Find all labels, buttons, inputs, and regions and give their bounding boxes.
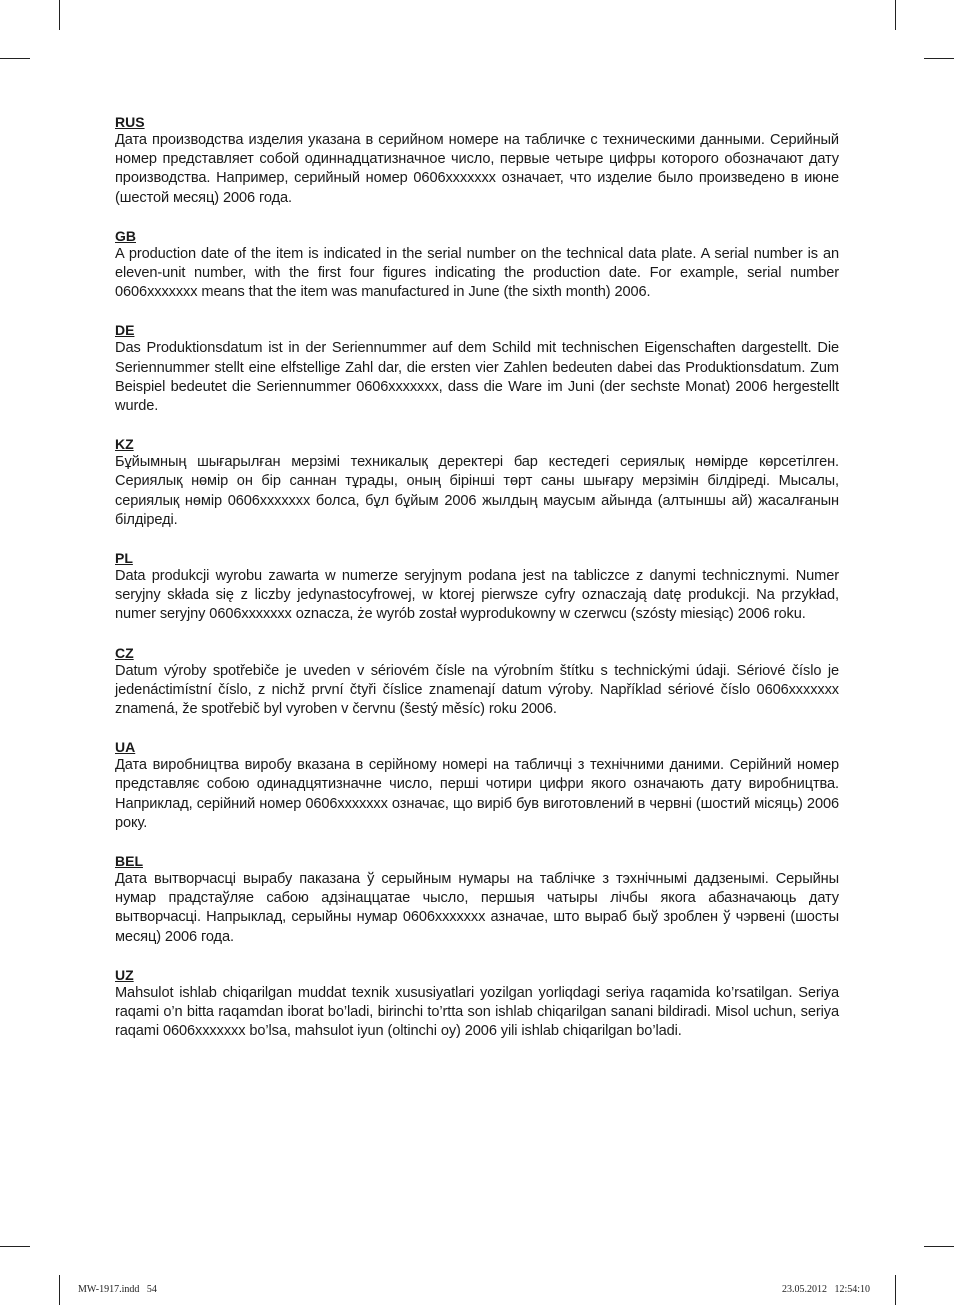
section-text: Data produkcji wyrobu zawarta w numerze seryjnym podana jest na tabliczce z danymi technicznymi. Numer seryjny składa się z liczby jedynastocyfrowej, w ktorej pierwsze cyfry oznaczają datę produkcji. Na przykład, numer seryjny 0606xxxxxxx oznacza, że wyrób został wyprodukowny w czerwcu (szósty miesiąc) 2006 roku.: [115, 568, 839, 623]
section-text: Datum výroby spotřebiče je uveden v sériovém čísle na výrobním štítku s technickými údaji. Sériové číslo je jedenáctimístní číslo, z nichž první čtyři číslice znamenají datum výroby. Například sériové číslo 0606xxxxxxx znamená, že spotřebič byl vyroben v červnu (šestý měsíc) roku 2006.: [115, 662, 839, 718]
language-code: CZ: [115, 644, 134, 661]
section-bel: [115, 852, 839, 947]
crop-mark: [59, 0, 60, 30]
section-de: [115, 321, 839, 416]
crop-mark: [895, 0, 896, 30]
crop-mark: [59, 1275, 60, 1305]
language-code: KZ: [115, 436, 134, 453]
section-pl: [115, 549, 839, 625]
crop-mark: [0, 1246, 30, 1247]
language-code: GB: [115, 227, 136, 244]
section-text: Das Produktionsdatum ist in der Seriennummer auf dem Schild mit technischen Eigenschaften dargestellt. Die Seriennummer stellt eine elfstellige Zahl dar, die ersten vier Zahlen bedeuten dabei das Produktionsdatum. Zum Beispiel bedeutet die Seriennummer 0606xxxxxxx, dass die Ware im Juni (der sechste Monat) 2006 hergestellt wurde.: [115, 340, 839, 415]
crop-mark: [924, 1246, 954, 1247]
language-code: BEL: [115, 853, 143, 870]
document-body: [115, 113, 839, 1061]
section-text: Дата производства изделия указана в серийном номере на табличке с техническими данными. Серийный номер представляет собой одиннадцатизначное число, первые четыре цифры которого обозначают дату производства. Например, серийный номер 0606xxxxxxx означает, что изделие было произведено в июне (шестой месяц) 2006 года.: [115, 132, 839, 206]
section-text: A production date of the item is indicated in the serial number on the technical data plate. A serial number is an eleven-unit number, with the first four figures indicating the production date. For example, serial number 0606xxxxxxx means that the item was manufactured in June (the sixth month) 2006.: [115, 245, 839, 301]
section-uz: [115, 966, 839, 1042]
crop-mark: [0, 58, 30, 59]
section-text: Mahsulot ishlab chiqarilgan muddat texnik xususiyatlari yozilgan yorliqdagi seriya raqamida ko’rsatilgan. Seriya raqami o’n bitta raqamdan iborat bo’ladi, birinchi to’rtta son ishlab chiqarilgan sanani bildiradi. Misol uchun, seriya raqami 0606xxxxxxx bo’lsa, mahsulot iyun (oltinchi oy) 2006 yili ishlab chiqarilgan bo’ladi.: [115, 984, 839, 1040]
language-code: UZ: [115, 966, 134, 983]
section-rus: [115, 113, 839, 208]
section-text: Дата вытворчасці вырабу паказана ў серыйным нумары на таблічке з тэхнічнымі дадзенымі. Серыйны нумар прадстаўляе сабою адзінаццатае чысло, першыя чатыры лічбы якога абазначаюць дату вытворчасці. Напрыклад, серыйны нумар 0606xxxxxxx азначае, што выраб быў зроблен ў чэрвені (шосты месяц) 2006 года.: [115, 871, 839, 945]
section-kz: [115, 435, 839, 530]
language-code: PL: [115, 550, 133, 567]
language-code: RUS: [115, 114, 145, 130]
language-code: UA: [115, 739, 136, 756]
section-ua: [115, 738, 839, 833]
crop-mark: [895, 1275, 896, 1305]
section-cz: [115, 644, 839, 720]
section-text: Бұйымның шығарылған мерзімі техникалық деректері бар кестедегі сериялық нөмірде көрсетілген. Сериялық нөмір он бір саннан тұрады, оның бірінші төрт саны шығару мерзімін білдіреді. Мысалы, сериялық нөмір 0606xxxxxxx болса, бұл бұйым 2006 жылдың маусым айында (алтыншы ай) жасалғанын білдіреді.: [115, 454, 839, 528]
footer-filename: MW-1917.indd 54: [78, 1284, 157, 1295]
language-code: DE: [115, 322, 135, 339]
footer-timestamp: 23.05.2012 12:54:10: [781, 1284, 870, 1295]
section-gb: [115, 227, 839, 303]
section-text: Дата виробництва виробу вказана в серійному номері на табличці з технічними даними. Серійний номер представляє собою одинадцятизначне число, перші чотири цифри якого означають дату виробництва. Наприклад, серійний номер 0606xxxxxxx означає, що виріб був виготовлений в червні (шостий місяць) 2006 року.: [115, 757, 839, 831]
crop-mark: [924, 58, 954, 59]
